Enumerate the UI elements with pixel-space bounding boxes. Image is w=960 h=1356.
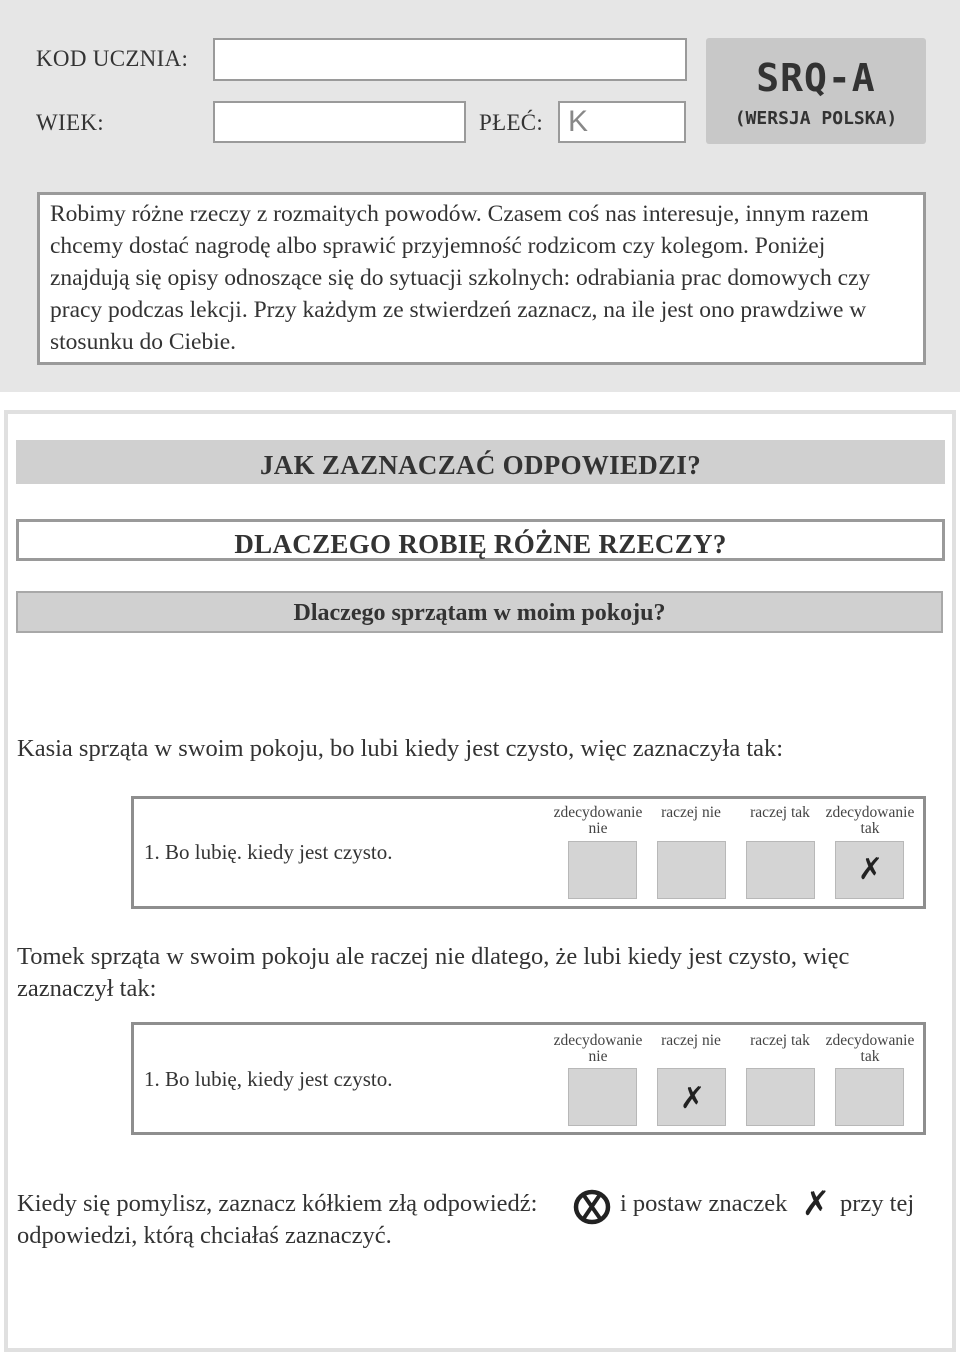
option-label-definitely-no: zdecydowanie nie xyxy=(553,1032,643,1065)
x-mark-icon: ✗ xyxy=(857,852,884,887)
question-bar: Dlaczego sprzątam w moim pokoju? xyxy=(16,591,943,633)
mistake-text-part4: odpowiedzi, którą chciałaś zaznaczyć. xyxy=(17,1222,392,1249)
age-field[interactable] xyxy=(213,101,466,143)
form-title: SRQ-A xyxy=(756,56,876,100)
checkbox-definitely-no[interactable] xyxy=(568,841,637,899)
how-to-answer-heading: JAK ZAZNACZAĆ ODPOWIEDZI? xyxy=(16,440,945,484)
checkbox-rather-yes[interactable] xyxy=(746,841,815,899)
x-mark-icon: ✗ xyxy=(679,1081,706,1116)
checkbox-definitely-no[interactable] xyxy=(568,1068,637,1126)
option-label-rather-no: raczej nie xyxy=(661,1032,721,1049)
checkbox-rather-yes[interactable] xyxy=(746,1068,815,1126)
option-label-definitely-yes: zdecydowanie tak xyxy=(825,1032,915,1065)
option-label-rather-no: raczej nie xyxy=(661,804,721,821)
example1-item: 1. Bo lubię. kiedy jest czysto. xyxy=(144,840,393,864)
section-title: DLACZEGO ROBIĘ RÓŻNE RZECZY? xyxy=(16,519,945,561)
crossed-circle-icon xyxy=(571,1186,613,1228)
example2-item: 1. Bo lubię, kiedy jest czysto. xyxy=(144,1067,393,1091)
example2-text: Tomek sprząta w swoim pokoju ale raczej nie dlatego, że lubi kiedy jest czysto, więc zaznaczył tak: xyxy=(17,943,850,1002)
gender-value: K xyxy=(568,105,589,138)
gender-label: PŁEĆ: xyxy=(479,110,544,135)
checkbox-definitely-yes[interactable] xyxy=(835,1068,904,1126)
form-title-badge xyxy=(706,38,926,144)
checkbox-definitely-yes[interactable] xyxy=(835,841,904,899)
mistake-text-part1: Kiedy się pomylisz, zaznacz kółkiem złą odpowiedź: xyxy=(17,1190,538,1217)
student-code-field[interactable] xyxy=(213,38,687,81)
mistake-text-part3: przy tej xyxy=(840,1190,915,1217)
age-label: WIEK: xyxy=(36,110,104,135)
mistake-text-part2: i postaw znaczek xyxy=(620,1190,788,1217)
example1-text: Kasia sprząta w swoim pokoju, bo lubi kiedy jest czysto, więc zaznaczyła tak: xyxy=(17,735,784,762)
intro-text: Robimy różne rzeczy z rozmaitych powodów. Czasem coś nas interesuje, innym razem chcemy dostać nagrodę albo sprawić przyjemność rodzicom czy kolegom. Poniżej znajdują się opisy odnoszące się do sytuacji szkolnych: odrabiania prac domowych czy pracy podczas lekcji. Przy każdym ze stwierdzeń zaznacz, na ile jest ono prawdziwe w stosunku do Ciebie. xyxy=(50,201,871,355)
option-label-rather-yes: raczej tak xyxy=(750,1032,810,1049)
x-mark-icon: ✗ xyxy=(801,1184,831,1224)
option-label-definitely-no: zdecydowanie nie xyxy=(553,804,643,837)
student-code-label: KOD UCZNIA: xyxy=(36,46,189,71)
option-label-rather-yes: raczej tak xyxy=(750,804,810,821)
intro-box xyxy=(37,192,926,365)
form-subtitle: (WERSJA POLSKA) xyxy=(734,108,898,129)
checkbox-rather-no[interactable] xyxy=(657,1068,726,1126)
gender-field[interactable] xyxy=(558,101,686,143)
option-label-definitely-yes: zdecydowanie tak xyxy=(825,804,915,837)
checkbox-rather-no[interactable] xyxy=(657,841,726,899)
